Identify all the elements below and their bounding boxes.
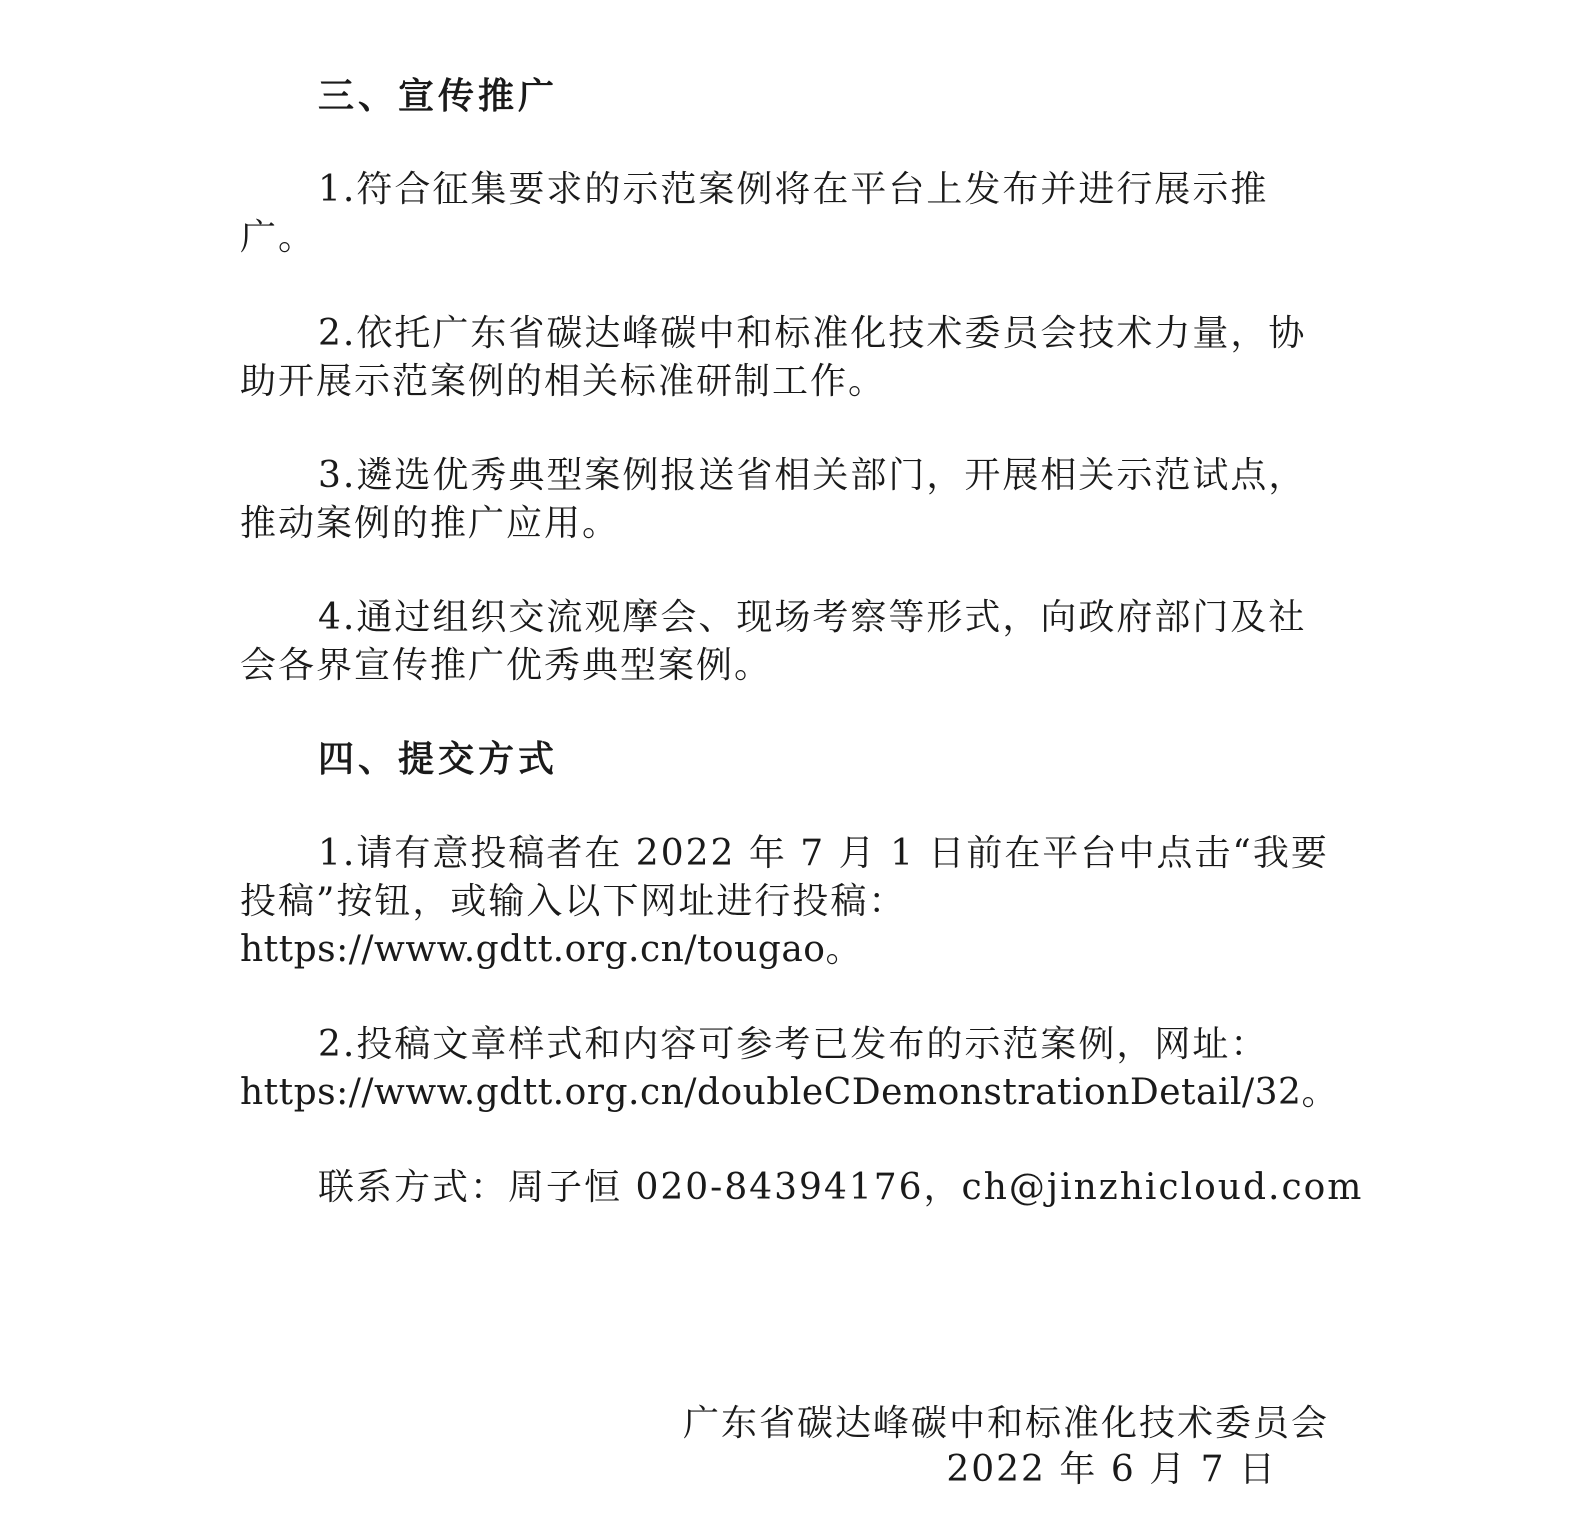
signature-organization: 广东省碳达峰碳中和标准化技术委员会	[682, 1403, 1329, 1444]
section4-item-2-line1: 2.投稿文章样式和内容可参考已发布的示范案例，网址：	[318, 1024, 1269, 1065]
section3-item-3-line1: 3.遴选优秀典型案例报送省相关部门，开展相关示范试点，	[318, 455, 1307, 496]
demonstration-url-link[interactable]: https://www.gdtt.org.cn/doubleCDemonstrationDetail/32。	[240, 1072, 1338, 1113]
section4-item-1-line2: 投稿”按钮，或输入以下网址进行投稿：	[240, 881, 907, 922]
section3-item-2-line1: 2.依托广东省碳达峰碳中和标准化技术委员会技术力量，协	[318, 313, 1307, 354]
section4-heading: 四、提交方式	[318, 738, 559, 780]
section3-item-4	[240, 594, 1340, 690]
contact-line: 联系方式：周子恒 020-84394176，ch@jinzhicloud.com	[318, 1167, 1364, 1208]
section3-item-1-line1: 1.符合征集要求的示范案例将在平台上发布并进行展示推	[318, 169, 1269, 210]
section3-item-4-line1: 4.通过组织交流观摩会、现场考察等形式，向政府部门及社	[318, 597, 1307, 638]
tougao-url-link[interactable]: https://www.gdtt.org.cn/tougao。	[240, 929, 862, 970]
signature-date: 2022 年 6 月 7 日	[946, 1449, 1277, 1490]
section4-item-2	[240, 1021, 1340, 1117]
section3-item-2	[240, 310, 1340, 406]
section4-item-1	[240, 830, 1340, 974]
section3-heading: 三、宣传推广	[318, 75, 559, 117]
section3-item-4-line2: 会各界宣传推广优秀典型案例。	[240, 645, 773, 686]
section4-item-1-line1: 1.请有意投稿者在 2022 年 7 月 1 日前在平台中点击“我要	[318, 833, 1329, 874]
section3-item-1-line2: 广。	[240, 217, 317, 258]
section3-item-2-line2: 助开展示范案例的相关标准研制工作。	[240, 361, 887, 402]
section3-item-3-line2: 推动案例的推广应用。	[240, 503, 621, 544]
section3-item-3	[240, 452, 1340, 548]
section3-item-1	[240, 166, 1340, 262]
